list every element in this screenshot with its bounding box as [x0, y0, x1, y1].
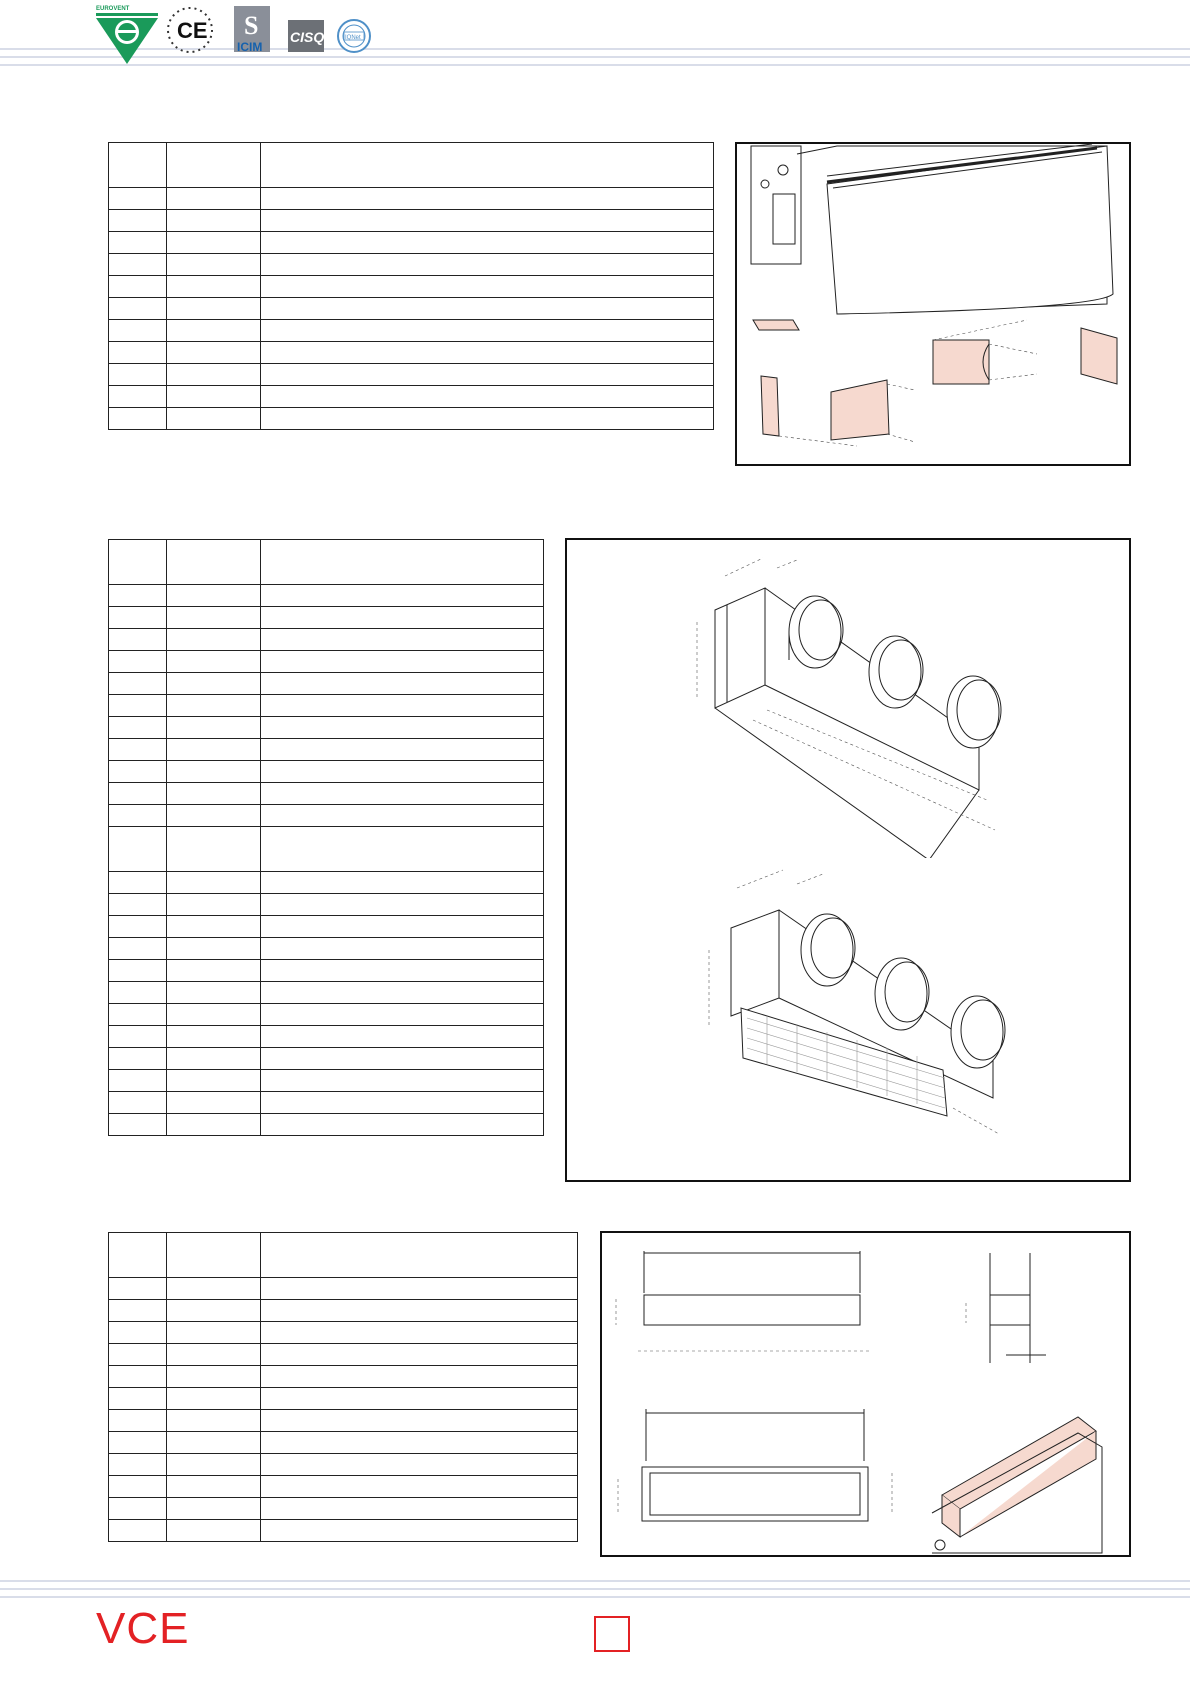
svg-text:ICIM: ICIM: [237, 40, 263, 54]
table-row: [109, 607, 544, 629]
table-1: [108, 142, 714, 430]
table-row: [109, 320, 714, 342]
table-3: [108, 1232, 578, 1542]
table-header-row: [109, 1233, 578, 1278]
svg-text:CE: CE: [177, 18, 208, 43]
figure-plenum-with-grille: [565, 858, 1131, 1182]
table-row: [109, 1092, 544, 1114]
table-row: [109, 916, 544, 938]
svg-text:EUROVENT: EUROVENT: [96, 6, 130, 12]
table-row: [109, 1410, 578, 1432]
table-row: [109, 872, 544, 894]
table-row: [109, 1004, 544, 1026]
table-row: [109, 783, 544, 805]
table-row: [109, 1476, 578, 1498]
table-2: [108, 539, 544, 1136]
table-row: [109, 408, 714, 430]
table-row: [109, 1498, 578, 1520]
certification-logos: [94, 4, 374, 66]
svg-text:S: S: [244, 11, 259, 40]
table-row: [109, 298, 714, 320]
table-row: [109, 364, 714, 386]
table-row: [109, 342, 714, 364]
table-row: [109, 827, 544, 872]
table-row: [109, 1520, 578, 1542]
table-row: [109, 1026, 544, 1048]
table-row: [109, 1322, 578, 1344]
table-row: [109, 761, 544, 783]
svg-text:IQNet: IQNet: [345, 35, 361, 41]
eurovent-logo: [96, 6, 158, 64]
figure-top-outlet-frame: [600, 1231, 1131, 1557]
table-row: [109, 585, 544, 607]
table-row: [109, 1114, 544, 1136]
table-row: [109, 1344, 578, 1366]
table-row: [109, 673, 544, 695]
table-row: [109, 1388, 578, 1410]
table-row: [109, 894, 544, 916]
table-row: [109, 1366, 578, 1388]
figure-plenum-three-spigots: [565, 538, 1131, 864]
iqnet-logo: [338, 20, 370, 52]
cisq-logo: [288, 20, 324, 52]
table-row: [109, 982, 544, 1004]
svg-text:CISQ: CISQ: [290, 29, 325, 45]
table-row: [109, 210, 714, 232]
icim-logo: [234, 6, 270, 54]
ce-mark-logo: [168, 8, 212, 52]
table-row: [109, 188, 714, 210]
table-row: [109, 276, 714, 298]
table-header-row: [109, 540, 544, 585]
table-row: [109, 960, 544, 982]
table-row: [109, 805, 544, 827]
table-row: [109, 386, 714, 408]
table-row: [109, 1048, 544, 1070]
table-row: [109, 1300, 578, 1322]
table-row: [109, 254, 714, 276]
table-row: [109, 717, 544, 739]
table-row: [109, 651, 544, 673]
footer-brand: VCE: [96, 1604, 190, 1653]
table-row: [109, 739, 544, 761]
table-row: [109, 629, 544, 651]
table-row: [109, 1454, 578, 1476]
table-row: [109, 1070, 544, 1092]
table-row: [109, 232, 714, 254]
table-row: [109, 938, 544, 960]
table-row: [109, 1278, 578, 1300]
footer-page-box: [594, 1616, 630, 1652]
table-header-row: [109, 143, 714, 188]
figure-unit-with-feet: [735, 142, 1131, 466]
table-row: [109, 1432, 578, 1454]
table-row: [109, 695, 544, 717]
